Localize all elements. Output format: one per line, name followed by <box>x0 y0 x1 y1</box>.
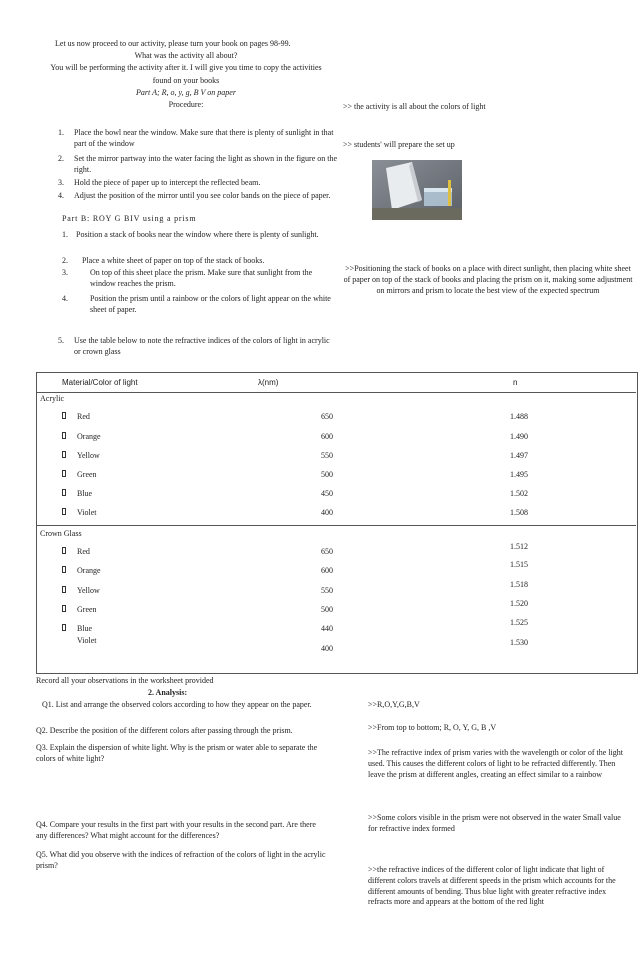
note-setup: >> students' will prepare the set up <box>343 140 455 149</box>
crown-n: 1.530 <box>510 638 528 647</box>
checkbox-icon <box>62 508 66 515</box>
row-color: Red <box>77 412 90 421</box>
row-color: Yellow <box>77 451 100 460</box>
crown-n: 1.520 <box>510 599 528 608</box>
answer-4: >>Some colors visible in the prism were not observed in the water Small value for refractive index formed <box>368 813 621 833</box>
procedure-label: Procedure: <box>168 100 204 109</box>
row-color: Blue <box>77 489 93 498</box>
checkbox-icon <box>62 605 66 612</box>
checkbox-icon <box>62 432 66 439</box>
section-divider <box>36 525 636 526</box>
step-number: 4. <box>62 294 68 303</box>
row-wavelength: 600 <box>321 432 333 441</box>
crown-color-blue: Blue <box>77 624 93 633</box>
note-activity: >> the activity is all about the colors of light <box>343 102 486 111</box>
answer-5: >>the refractive indices of the different color of light indicate that light of different colors travels at different speeds in the prism which accounts for the different amounts of bending. Thus blue light with greater refractive index refracts more and appears at the bottom of the red light <box>368 865 616 907</box>
part-b-step-3 <box>62 268 334 290</box>
step-number: 3. <box>58 178 64 187</box>
row-wavelength: 400 <box>321 508 333 517</box>
row-color: Violet <box>77 508 97 517</box>
setup-photo-icon <box>372 160 462 220</box>
row-wavelength: 650 <box>321 412 333 421</box>
part-a-step-2 <box>58 154 338 176</box>
crown-n: 1.518 <box>510 580 528 589</box>
question-5: Q5. What did you observe with the indices of refraction of the colors of light in the acrylic prism? <box>36 850 326 870</box>
crown-wavelength: 600 <box>321 566 333 575</box>
step-text: Set the mirror partway into the water facing the light as shown in the figure on the right. <box>74 154 338 174</box>
row-n: 1.497 <box>510 451 528 460</box>
header-n: n <box>513 378 518 387</box>
checkbox-icon <box>62 566 66 573</box>
step-number: 2. <box>58 154 64 163</box>
crown-color-green: Green <box>77 605 97 614</box>
checkbox-icon <box>62 547 66 554</box>
crown-wavelength: 400 <box>321 644 333 653</box>
checkbox-icon <box>62 412 66 419</box>
row-wavelength: 500 <box>321 470 333 479</box>
crown-color-orange: Orange <box>77 566 101 575</box>
row-n: 1.502 <box>510 489 528 498</box>
part-b-step-4 <box>62 294 334 316</box>
step-text: Use the table below to note the refractive indices of the colors of light in acrylic or crown glass <box>74 336 330 356</box>
step-text: Adjust the position of the mirror until you see color bands on the piece of paper. <box>74 191 331 200</box>
row-color: Orange <box>77 432 101 441</box>
record-instruction: Record all your observations in the worksheet provided <box>36 676 214 685</box>
part-a-step-4 <box>58 191 338 202</box>
step-number: 3. <box>62 268 68 277</box>
question-3: Q3. Explain the dispersion of white light. Why is the prism or water able to separate the colors of white light? <box>36 743 318 763</box>
question-2: Q2. Describe the position of the different colors after passing through the prism. <box>36 726 293 735</box>
analysis-title: 2. Analysis: <box>148 688 188 697</box>
crown-color-violet: Violet <box>77 636 97 645</box>
checkbox-icon <box>62 451 66 458</box>
row-wavelength: 550 <box>321 451 333 460</box>
crown-n: 1.515 <box>510 560 528 569</box>
part-a-step-1 <box>58 128 338 150</box>
part-a-title: Part A; R, o, y, g, B V on paper <box>136 88 236 97</box>
part-b-step-1 <box>62 230 334 241</box>
answer-3: >>The refractive index of prism varies with the wavelength or color of the light used. This causes the different colors of light to be refracted differently. Then leave the prism at different angles, creating an effect similar to a rainbow <box>368 748 623 779</box>
answer-2: >>From top to bottom; R, O, Y, G, B ,V <box>368 723 497 732</box>
row-n: 1.508 <box>510 508 528 517</box>
setup-photo <box>372 160 462 220</box>
step-number: 1. <box>58 128 64 137</box>
checkbox-icon <box>62 586 66 593</box>
crown-wavelength: 500 <box>321 605 333 614</box>
crown-color-yellow: Yellow <box>77 586 100 595</box>
row-n: 1.488 <box>510 412 528 421</box>
intro-line-3: You will be performing the activity after it. I will give you time to copy the activities <box>50 63 322 72</box>
checkbox-icon <box>62 470 66 477</box>
step-text: Position the prism until a rainbow or the colors of light appear on the white sheet of paper. <box>90 294 331 314</box>
step-text: Place a white sheet of paper on top of the stack of books. <box>82 256 265 265</box>
step-text: Hold the piece of paper up to intercept the reflected beam. <box>74 178 261 187</box>
step-text: Position a stack of books near the window where there is plenty of sunlight. <box>76 230 319 239</box>
intro-line-4: found on your books <box>152 76 220 85</box>
acrylic-label: Acrylic <box>40 394 64 403</box>
note-positioning: >>Positioning the stack of books on a place with direct sunlight, then placing white sheet of paper on top of the stack of books and placing the prism on it, making some adjustment on mirrors and prism to locate the best view of the expected spectrum <box>343 264 633 295</box>
crown-color-red: Red <box>77 547 90 556</box>
crown-n: 1.525 <box>510 618 528 627</box>
checkbox-icon <box>62 624 66 631</box>
part-b-step-2 <box>62 256 334 267</box>
row-n: 1.495 <box>510 470 528 479</box>
row-wavelength: 450 <box>321 489 333 498</box>
answer-1: >>R,O,Y,G,B,V <box>368 700 420 709</box>
intro-line-2: What was the activity all about? <box>134 51 238 60</box>
intro-line-1: Let us now proceed to our activity, please turn your book on pages 98-99. <box>55 39 291 48</box>
step-text: Place the bowl near the window. Make sure that there is plenty of sunlight in that part of the window <box>74 128 334 148</box>
crown-glass-label: Crown Glass <box>40 529 82 538</box>
crown-wavelength: 550 <box>321 586 333 595</box>
question-1: Q1. List and arrange the observed colors according to how they appear on the paper. <box>42 700 312 709</box>
header-material: Material/Color of light <box>62 378 138 387</box>
step-text: On top of this sheet place the prism. Make sure that sunlight from the window reaches the prism. <box>90 268 313 288</box>
part-b-title: Part B: ROY G BIV using a prism <box>62 214 197 223</box>
crown-n: 1.512 <box>510 542 528 551</box>
question-4: Q4. Compare your results in the first part with your results in the second part. Are there any differences? What might account for the differences? <box>36 820 316 840</box>
row-color: Green <box>77 470 97 479</box>
row-n: 1.490 <box>510 432 528 441</box>
step-5 <box>58 336 330 358</box>
crown-wavelength: 650 <box>321 547 333 556</box>
step-number: 4. <box>58 191 64 200</box>
crown-wavelength: 440 <box>321 624 333 633</box>
refractive-index-table <box>36 372 638 674</box>
step-number: 5. <box>58 336 64 345</box>
header-wavelength: λ(nm) <box>258 378 279 387</box>
checkbox-icon <box>62 489 66 496</box>
step-number: 2. <box>62 256 68 265</box>
part-a-step-3 <box>58 178 338 189</box>
step-number: 1. <box>62 230 68 239</box>
